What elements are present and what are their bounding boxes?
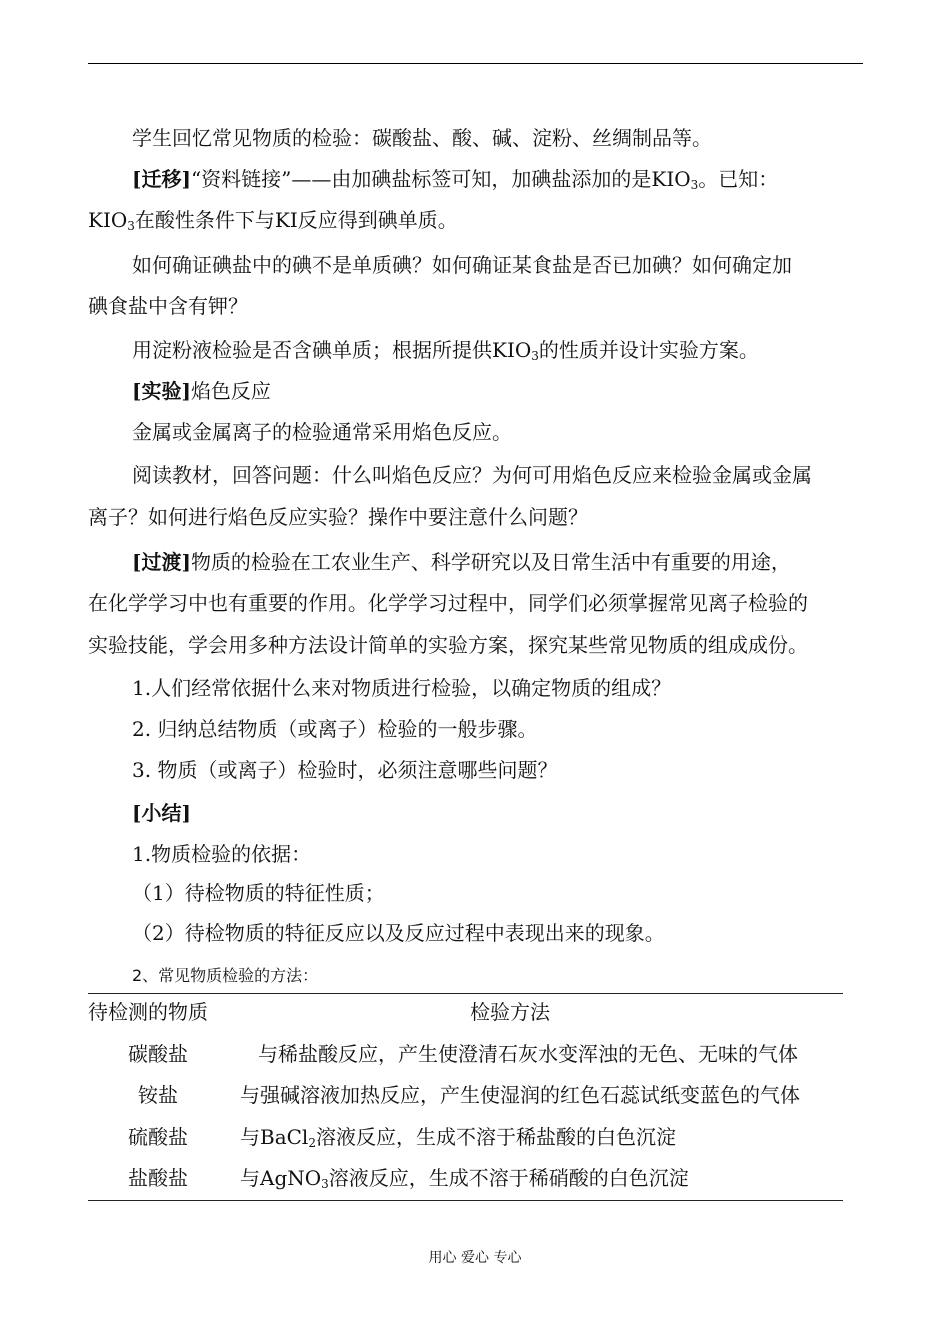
table-cell-method: 与BaCl$_2$溶液反应，生成不溶于稀盐酸的白色沉淀 bbox=[240, 1125, 676, 1150]
section-tag: [实验] bbox=[132, 379, 191, 403]
table-cell-substance: 碳酸盐 bbox=[128, 1042, 188, 1066]
paragraph-line: [过渡]物质的检验在工农业生产、科学研究以及日常生活中有重要的用途， bbox=[132, 550, 791, 574]
table-cell-substance: 硫酸盐 bbox=[128, 1125, 188, 1149]
table-header-substance: 待检测的物质 bbox=[88, 1000, 208, 1024]
table-top-rule bbox=[88, 993, 843, 994]
paragraph-line: 实验技能，学会用多种方法设计简单的实验方案，探究某些常见物质的组成成份。 bbox=[88, 633, 808, 657]
paragraph-line: [迁移]“资料链接”——由加碘盐标签可知，加碘盐添加的是$KIO_3$。已知： bbox=[132, 167, 779, 192]
paragraph-line bbox=[88, 800, 863, 826]
paragraph-line: $KIO_3$在酸性条件下与KI反应得到碘单质。 bbox=[88, 208, 458, 233]
table-bottom-rule bbox=[88, 1200, 843, 1201]
header-rule bbox=[88, 63, 863, 64]
paragraph-line: 学生回忆常见物质的检验：碳酸盐、酸、碱、淀粉、丝绸制品等。 bbox=[132, 126, 712, 150]
paragraph-line: 金属或金属离子的检验通常采用焰色反应。 bbox=[132, 420, 512, 444]
table-cell-method: 与强碱溶液加热反应，产生使湿润的红色石蕊试纸变蓝色的气体 bbox=[240, 1083, 800, 1107]
paragraph-line: 1.人们经常依据什么来对物质进行检验，以确定物质的组成？ bbox=[132, 676, 672, 700]
paragraph-line: 3. 物质（或离子）检验时，必须注意哪些问题？ bbox=[132, 758, 558, 782]
paragraph-line: 2. 归纳总结物质（或离子）检验的一般步骤。 bbox=[132, 717, 538, 741]
paragraph-line: 2、常见物质检验的方法： bbox=[132, 966, 319, 985]
table-cell-method: 与稀盐酸反应，产生使澄清石灰水变浑浊的无色、无味的气体 bbox=[258, 1042, 798, 1066]
section-tag: [迁移] bbox=[132, 167, 191, 191]
paragraph-line: （2）待检物质的特征反应以及反应过程中表现出来的现象。 bbox=[132, 921, 665, 945]
paragraph-line: （1）待检物质的特征性质； bbox=[132, 881, 385, 905]
paragraph-line: 离子？如何进行焰色反应实验？操作中要注意什么问题？ bbox=[88, 505, 588, 529]
page-footer: 用心 爱心 专心 bbox=[428, 1250, 522, 1266]
table-cell-method: 与AgNO$_3$溶液反应，生成不溶于稀硝酸的白色沉淀 bbox=[240, 1166, 689, 1191]
table-cell-substance: 盐酸盐 bbox=[128, 1166, 188, 1190]
table-header-method: 检验方法 bbox=[470, 1000, 550, 1024]
paragraph-line: 阅读教材，回答问题：什么叫焰色反应？为何可用焰色反应来检验金属或金属 bbox=[132, 463, 812, 487]
section-tag: [小结] bbox=[132, 801, 191, 825]
table-cell-substance: 铵盐 bbox=[138, 1083, 178, 1107]
paragraph-line: 用淀粉液检验是否含碘单质；根据所提供$KIO_3$的性质并设计实验方案。 bbox=[132, 338, 759, 363]
paragraph-line: 在化学学习中也有重要的作用。化学学习过程中，同学们必须掌握常见离子检验的 bbox=[88, 591, 808, 615]
paragraph-line: 如何确证碘盐中的碘不是单质碘？如何确证某食盐是否已加碘？如何确定加 bbox=[132, 253, 792, 277]
paragraph-line: 1.物质检验的依据： bbox=[132, 842, 312, 866]
paragraph-line: [实验]焰色反应 bbox=[132, 379, 271, 403]
paragraph-line: 碘食盐中含有钾？ bbox=[88, 294, 248, 318]
section-tag: [过渡] bbox=[132, 550, 191, 574]
